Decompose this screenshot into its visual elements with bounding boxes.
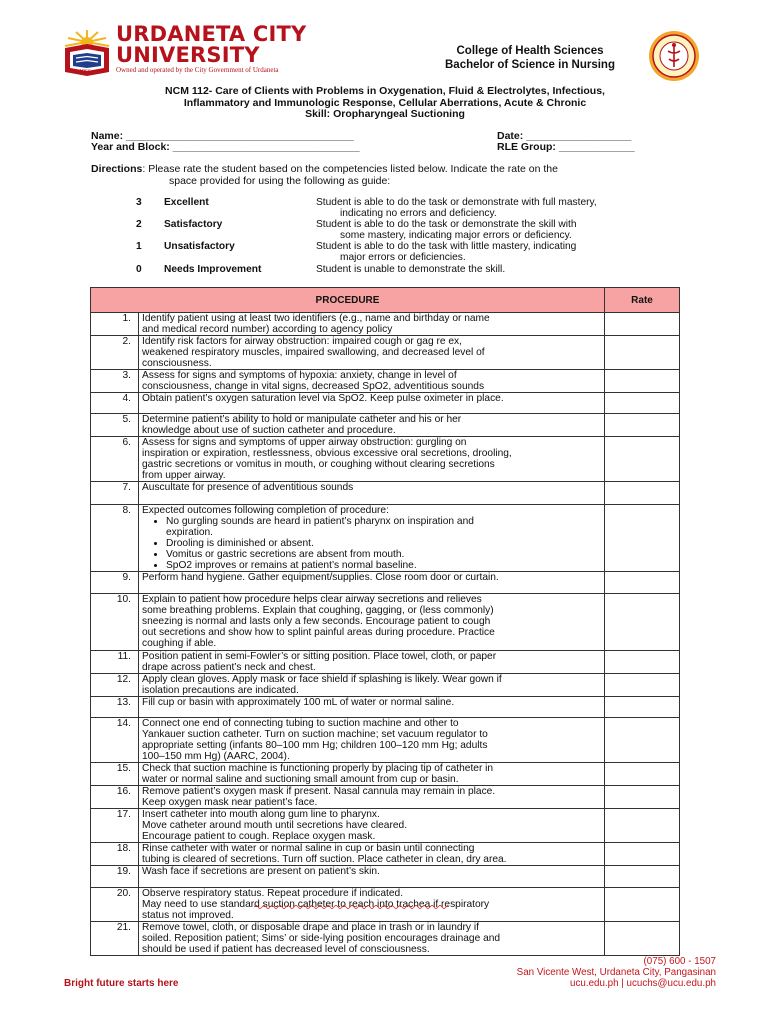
rate-cell[interactable] <box>605 888 680 922</box>
table-row <box>91 922 680 956</box>
step-line: Assess for signs and symptoms of upper airway obstruction: gurgling on <box>142 437 467 448</box>
program-name: Bachelor of Science in Nursing <box>445 59 615 71</box>
step-line: May need to use standard suction catheter to reach into trachea if respiratory <box>142 899 490 910</box>
step-line: Yankauer suction catheter. Turn on suction machine; set vacuum regulator to <box>142 729 488 740</box>
step-text <box>139 843 605 866</box>
table-row <box>91 809 680 843</box>
step-text <box>139 393 605 414</box>
step-number: 7. <box>91 482 139 505</box>
step-number: 9. <box>91 572 139 594</box>
step-number: 14. <box>91 718 139 763</box>
step-text <box>139 414 605 437</box>
spellcheck-squiggle <box>254 905 450 909</box>
directions <box>91 163 686 187</box>
scale-number: 3 <box>136 197 142 208</box>
step-number: 8. <box>91 505 139 572</box>
step-number: 3. <box>91 370 139 393</box>
step-line: Determine patient’s ability to hold or manipulate catheter and his or her <box>142 414 462 425</box>
rate-cell[interactable] <box>605 786 680 809</box>
step-number: 12. <box>91 674 139 697</box>
outcome-item: • Drooling is diminished or absent. <box>166 538 600 549</box>
table-row <box>91 482 680 505</box>
step-text <box>139 370 605 393</box>
scale-label: Needs Improvement <box>164 264 262 275</box>
step-line: Apply clean gloves. Apply mask or face shield if splashing is likely. Wear gown if <box>142 674 502 685</box>
rate-cell[interactable] <box>605 393 680 414</box>
step-number: 10. <box>91 594 139 651</box>
step-text <box>139 674 605 697</box>
step-text <box>139 505 605 572</box>
outcome-item: • Vomitus or gastric secretions are absent from mouth. <box>166 549 600 560</box>
step-text <box>139 866 605 888</box>
course-title-line1: NCM 112- Care of Clients with Problems in Oxygenation, Fluid & Electrolytes, Infectious, <box>165 85 605 97</box>
footer-web-email: ucu.edu.ph | ucuchs@ucu.edu.ph <box>570 978 716 989</box>
scale-label: Excellent <box>164 197 209 208</box>
rate-cell[interactable] <box>605 594 680 651</box>
rate-cell[interactable] <box>605 336 680 370</box>
footer-phone: (075) 600 - 1507 <box>643 956 716 967</box>
rate-cell[interactable] <box>605 313 680 336</box>
university-name-line1: URDANETA CITY <box>116 22 307 46</box>
step-line: inspiration or expiration, restlessness, obvious excessive oral secretions, drooling, <box>142 448 512 459</box>
scale-label: Satisfactory <box>164 219 223 230</box>
table-row <box>91 572 680 594</box>
table-row <box>91 370 680 393</box>
step-number: 5. <box>91 414 139 437</box>
step-number: 20. <box>91 888 139 922</box>
table-header-row <box>91 288 680 313</box>
step-line: Keep oxygen mask near patient’s face. <box>142 797 318 808</box>
step-line: consciousness. <box>142 358 212 369</box>
letterhead <box>0 0 768 84</box>
table-row <box>91 505 680 572</box>
step-line: Wash face if secretions are present on patient’s skin. <box>142 866 380 877</box>
outcome-item: • No gurgling sounds are heard in patient’s pharynx on inspiration and expiration. <box>166 516 600 538</box>
rate-cell[interactable] <box>605 414 680 437</box>
scale-number: 0 <box>136 264 142 275</box>
rate-cell[interactable] <box>605 482 680 505</box>
step-text <box>139 336 605 370</box>
step-number: 16. <box>91 786 139 809</box>
step-text <box>139 594 605 651</box>
rate-cell[interactable] <box>605 922 680 956</box>
step-line: Encourage patient to cough. Replace oxygen mask. <box>142 831 376 842</box>
table-row <box>91 866 680 888</box>
procedure-table <box>90 287 680 956</box>
step-text <box>139 763 605 786</box>
scale-number: 1 <box>136 241 142 252</box>
step-line: Move catheter around mouth until secretions have cleared. <box>142 820 408 831</box>
outcome-list <box>142 516 600 571</box>
table-row <box>91 718 680 763</box>
rate-cell[interactable] <box>605 572 680 594</box>
scale-number: 2 <box>136 219 142 230</box>
university-name <box>116 24 306 66</box>
logo-year: 1966 <box>79 69 91 75</box>
step-line: Insert catheter into mouth along gum line to pharynx. <box>142 809 380 820</box>
step-line: some breathing problems. Explain that coughing, gagging, or (less commonly) <box>142 605 494 616</box>
course-title-line2: Inflammatory and Immunologic Response, Cellular Aberrations, Acute & Chronic <box>183 96 587 109</box>
rate-cell[interactable] <box>605 505 680 572</box>
step-line: 100–150 mm Hg) (AARC, 2004). <box>142 751 290 762</box>
step-text <box>139 922 605 956</box>
step-line: out secretions and show how to splint painful areas during procedure. Practice <box>142 627 495 638</box>
step-line: sneezing is normal and lasts only a few seconds. Encourage patient to cough <box>142 616 491 627</box>
scale-label: Unsatisfactory <box>164 241 235 252</box>
college-name: College of Health Sciences <box>456 45 604 57</box>
step-text <box>139 718 605 763</box>
step-line: Assess for signs and symptoms of hypoxia: anxiety, change in level of <box>142 370 457 381</box>
table-row <box>91 697 680 718</box>
table-row <box>91 763 680 786</box>
step-line: should be used if patient has decreased level of consciousness. <box>142 944 430 955</box>
step-line: Fill cup or basin with approximately 100 mL of water or normal saline. <box>142 697 455 708</box>
college-seal-icon <box>648 30 700 82</box>
rate-cell[interactable] <box>605 718 680 763</box>
university-name-line2: UNIVERSITY <box>116 43 260 67</box>
year-block-field[interactable]: Year and Block: ________________________________ <box>91 141 360 153</box>
rate-cell[interactable] <box>605 370 680 393</box>
college-block <box>418 44 642 72</box>
step-text <box>139 786 605 809</box>
table-row <box>91 437 680 482</box>
skill-title: Skill: Oropharyngeal Suctioning <box>305 108 465 120</box>
table-row <box>91 651 680 674</box>
step-line: Identify patient using at least two identifiers (e.g., name and birthday or name <box>142 313 490 324</box>
directions-label: Directions <box>91 163 143 175</box>
scale-description: Student is unable to demonstrate the skill. <box>316 264 506 275</box>
step-number: 1. <box>91 313 139 336</box>
step-line: Remove patient’s oxygen mask if present. Nasal cannula may remain in place. <box>142 786 496 797</box>
university-tagline: Owned and operated by the City Government of Urdaneta <box>116 66 279 74</box>
scale-description: Student is able to do the task with little mastery, indicating major errors or deficiencies. <box>316 241 577 263</box>
scale-description: Student is able to do the task or demonstrate the skill with some mastery, indicating major errors or deficiency. <box>316 219 577 241</box>
step-line: Rinse catheter with water or normal saline in cup or basin until connecting <box>142 843 475 854</box>
table-row <box>91 843 680 866</box>
step-text <box>139 313 605 336</box>
table-row <box>91 594 680 651</box>
step-number: 15. <box>91 763 139 786</box>
step-line: status not improved. <box>142 910 234 921</box>
step-line: Observe respiratory status. Repeat procedure if indicated. <box>142 888 404 899</box>
step-line: tubing is cleared of secretions. Turn off suction. Place catheter in clean, dry area. <box>142 854 507 865</box>
rate-cell[interactable] <box>605 763 680 786</box>
rate-cell[interactable] <box>605 674 680 697</box>
step-text <box>139 651 605 674</box>
date-field[interactable]: Date: __________________ <box>497 130 632 142</box>
footer-contact <box>470 956 716 989</box>
rate-cell[interactable] <box>605 809 680 843</box>
step-line: coughing if able. <box>142 638 217 649</box>
rate-cell[interactable] <box>605 866 680 888</box>
table-row <box>91 674 680 697</box>
table-row <box>91 786 680 809</box>
step-line: appropriate setting (infants 80–100 mm Hg; children 100–120 mm Hg; adults <box>142 740 488 751</box>
rate-column-header: Rate <box>605 288 680 313</box>
step-line: Position patient in semi-Fowler’s or sitting position. Place towel, cloth, or paper <box>142 651 497 662</box>
step-number: 18. <box>91 843 139 866</box>
step-number: 17. <box>91 809 139 843</box>
step-number: 21. <box>91 922 139 956</box>
rate-cell[interactable] <box>605 697 680 718</box>
rle-group-field[interactable]: RLE Group: _____________ <box>497 141 635 153</box>
directions-text-2: space provided for using the following as guide: <box>169 175 391 187</box>
step-number: 2. <box>91 336 139 370</box>
outcome-item: • SpO2 improves or remains at patient’s normal baseline. <box>166 560 600 571</box>
step-text <box>139 697 605 718</box>
step-line: Expected outcomes following completion of procedure: <box>142 505 389 516</box>
step-text <box>139 437 605 482</box>
table-row <box>91 336 680 370</box>
course-title <box>90 86 680 121</box>
step-line: and medical record number) according to agency policy <box>142 324 393 335</box>
step-line: consciousness, change in vital signs, decreased SpO2, adventitious sounds <box>142 381 485 392</box>
step-number: 6. <box>91 437 139 482</box>
step-line: Identify risk factors for airway obstruction: impaired cough or gag re ex, <box>142 336 462 347</box>
step-line: Connect one end of connecting tubing to suction machine and other to <box>142 718 459 729</box>
step-line: drape across patient’s neck and chest. <box>142 662 316 673</box>
directions-text-1: : Please rate the student based on the competencies listed below. Indicate the rate on the <box>142 163 558 175</box>
step-line: Perform hand hygiene. Gather equipment/supplies. Close room door or curtain. <box>142 572 499 583</box>
table-row <box>91 414 680 437</box>
step-line: Check that suction machine is functioning properly by placing tip of catheter in <box>142 763 494 774</box>
step-line: water or normal saline and suctioning small amount from cup or basin. <box>142 774 459 785</box>
step-text <box>139 482 605 505</box>
step-line: knowledge about use of suction catheter and procedure. <box>142 425 396 436</box>
scale-description: Student is able to do the task or demonstrate with full mastery, indicating no errors and deficiency. <box>316 197 597 219</box>
step-line: Remove towel, cloth, or disposable drape and place in trash or in laundry if <box>142 922 479 933</box>
step-number: 11. <box>91 651 139 674</box>
step-text <box>139 572 605 594</box>
rate-cell[interactable] <box>605 437 680 482</box>
procedure-column-header: PROCEDURE <box>91 288 605 313</box>
step-line: soiled. Reposition patient; Sims’ or side-lying position encourages drainage and <box>142 933 501 944</box>
step-line: isolation precautions are indicated. <box>142 685 299 696</box>
footer-address: San Vicente West, Urdaneta City, Pangasinan <box>516 967 716 978</box>
step-number: 4. <box>91 393 139 414</box>
name-field[interactable]: Name: _______________________________________ <box>91 130 354 142</box>
step-text <box>139 809 605 843</box>
step-line: Explain to patient how procedure helps clear airway secretions and relieves <box>142 594 482 605</box>
step-line: from upper airway. <box>142 470 226 481</box>
table-row <box>91 313 680 336</box>
table-row <box>91 393 680 414</box>
step-line: Auscultate for presence of adventitious sounds <box>142 482 354 493</box>
rate-cell[interactable] <box>605 651 680 674</box>
step-number: 19. <box>91 866 139 888</box>
step-line: gastric secretions or vomitus in mouth, or coughing without clearing secretions <box>142 459 495 470</box>
step-number: 13. <box>91 697 139 718</box>
rate-cell[interactable] <box>605 843 680 866</box>
step-line: Obtain patient’s oxygen saturation level via SpO2. Keep pulse oximeter in place. <box>142 393 504 404</box>
step-line: weakened respiratory muscles, impaired swallowing, and decreased level of <box>142 347 485 358</box>
footer-slogan: Bright future starts here <box>64 978 179 989</box>
